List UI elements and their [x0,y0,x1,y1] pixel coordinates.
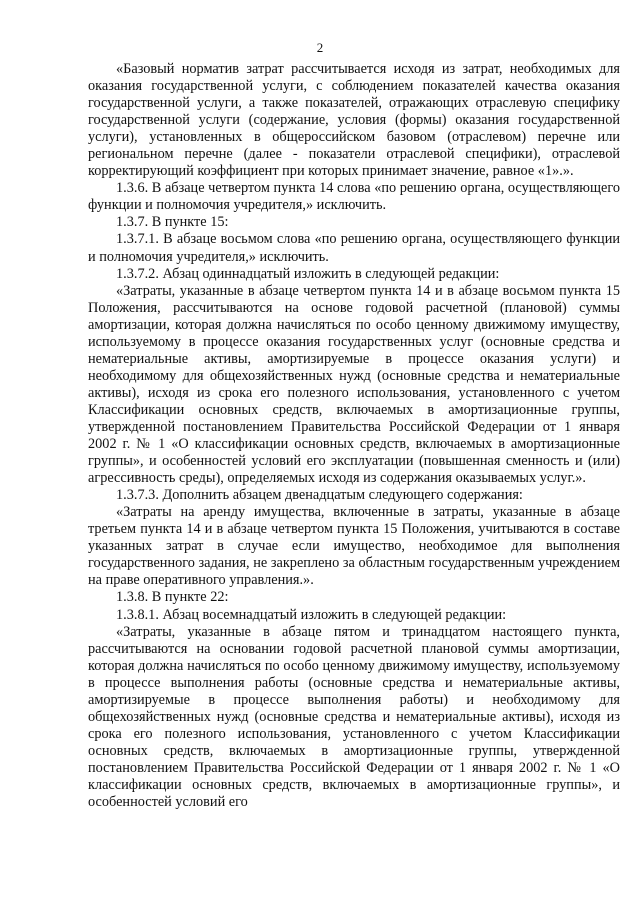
item-1-3-8-paragraph: 1.3.8. В пункте 22: [116,589,229,606]
quoted-rent-paragraph: «Затраты на аренду имущества, включенные в затраты, указанные в абзаце третьем пункта 14 и в абзаце четвертом пункта 15 Положения, учитываются в составе указанных затрат в случае если имущество, необходимое для выполнения государственного задания, не закреплено за областным государственным учреждением на праве оперативного управления.». [88,504,620,589]
quoted-base-norm-paragraph: «Базовый норматив затрат рассчитывается исходя из затрат, необходимых для оказания государственной услуги, с соблюдением показателей качества оказания государственной услуги, а также показателей, отражающих отраслевую специфику государственной услуги (содержание, условия (формы) оказания государственной услуги), установленных в общероссийском базовом (отраслевом) перечне или региональном перечне (далее - показатели отраслевой специфики), отраслевой корректирующий коэффициент при которых принимает значение, равное «1».». [88,61,620,180]
page-number: 2 [316,40,324,55]
item-1-3-7-paragraph: 1.3.7. В пункте 15: [116,214,229,231]
item-1-3-8-1-paragraph: 1.3.8.1. Абзац восемнадцатый изложить в следующей редакции: [116,606,507,623]
item-1-3-7-2-paragraph: 1.3.7.2. Абзац одиннадцатый изложить в следующей редакции: [116,265,500,282]
quoted-amortization-paragraph: «Затраты, указанные в абзаце четвертом пункта 14 и в абзаце восьмом пункта 15 Положения, рассчитываются на основе годовой расчетной (плановой) суммы амортизации, которая должна начисляться по особо ценному движимому имуществу, используемому в процессе оказания государственных услуг (основные средства и нематериальные активы, амортизируемые в процессе оказания услуги) и необходимому для общехозяйственных нужд (основные средства и нематериальные активы), исходя из срока его полезного использования, установленного с учетом Классификации основных средств, включаемых в амортизационные группы, утвержденной постановлением Правительства Российской Федерации от 1 января 2002 г. № 1 «О классификации основных средств, включаемых в амортизационные группы», и особенностей условий его эксплуатации (повышенная сменность и (или) агрессивность среды), определяемых исходя из содержания оказываемых услуг.». [88,282,620,487]
item-1-3-6-paragraph: 1.3.6. В абзаце четвертом пункта 14 слова «по решению органа, осуществляющего функции и полномочия учредителя,» исключить. [88,180,620,214]
quoted-work-amortization-paragraph: «Затраты, указанные в абзаце пятом и тринадцатом настоящего пункта, рассчитываются на основании годовой расчетной плановой суммы амортизации, которая должна начисляться по особо ценному движимому имуществу, используемому в процессе выполнения работы (основные средства и нематериальные активы, амортизируемые в процессе выполнения работы) и необходимому для общехозяйственных нужд (основные средства и нематериальные активы), исходя из срока его полезного использования, установленного с учетом Классификации основных средств, включаемых в амортизационные группы, утвержденной постановлением Правительства Российской Федерации от 1 января 2002 г. № 1 «О классификации основных средств, включаемых в амортизационные группы», и особенностей условий его [88,623,620,811]
item-1-3-7-1-paragraph: 1.3.7.1. В абзаце восьмом слова «по решению органа, осуществляющего функции и полномочия учредителя,» исключить. [88,231,620,265]
document-body [88,61,620,811]
item-1-3-7-3-paragraph: 1.3.7.3. Дополнить абзацем двенадцатым следующего содержания: [116,487,523,504]
